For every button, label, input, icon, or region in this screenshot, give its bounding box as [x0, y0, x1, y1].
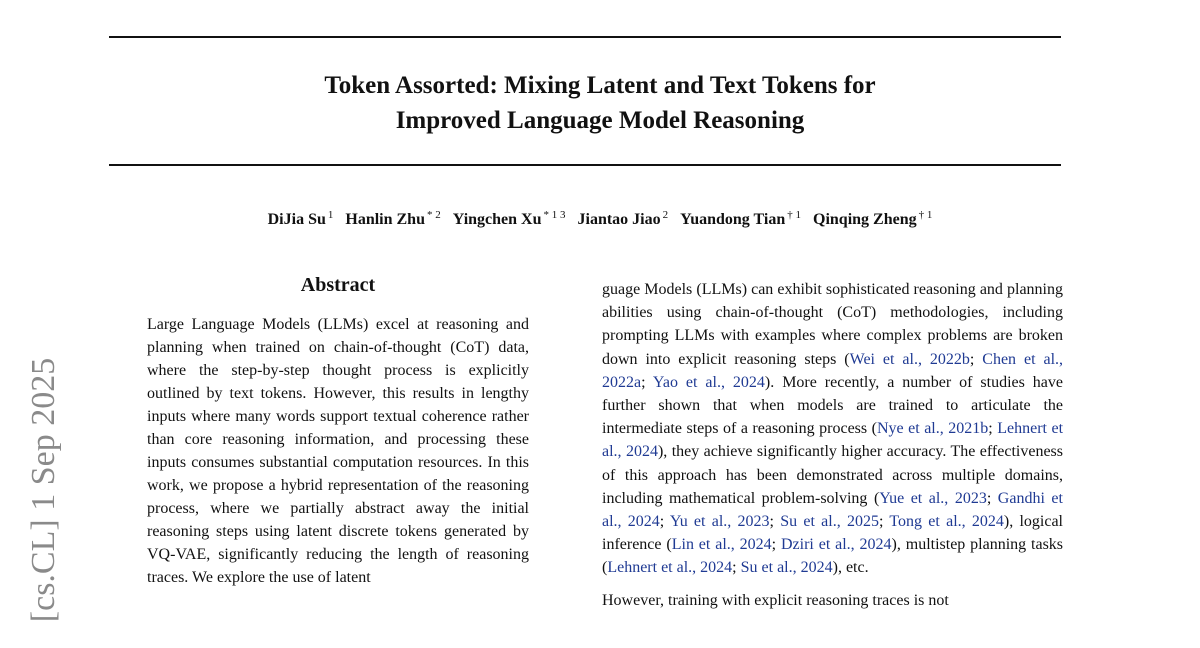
intro-text: ; [771, 536, 781, 554]
intro-text: ), multistep planning tasks ( [602, 536, 1064, 577]
top-rule [109, 36, 1061, 38]
author-name-text: Yingchen Xu [452, 211, 542, 228]
author-affiliation-marks: † 1 [787, 209, 801, 221]
intro-next-paragraph: However, training with explicit reasoning traces is not [602, 591, 949, 609]
intro-text: guage Models (LLMs) can exhibit sophisticated reasoning and planning abilities using chain-of-thought (CoT) methodologies, including prompting LLMs with examples where complex problems are broken down into explicit reasoning steps ( [602, 281, 1063, 368]
citation-link[interactable]: Dziri et al., 2024 [780, 536, 892, 554]
intro-text: ), etc. [832, 559, 869, 577]
author-affiliation-marks: † 1 [918, 209, 933, 221]
abstract-text: Large Language Models (LLMs) excel at reasoning and planning when trained on chain-of-thought (CoT) data, where the step-by-step thought process is explicitly outlined by text tokens. However, this results in lengthy inputs where many words support textual coherence rather than core reasoning information, and processing these inputs consumes substantial computation resources. In this work, we propose a hybrid representation of the reasoning process, where we partially abstract away the initial reasoning steps using latent discrete tokens generated by VQ-VAE, significantly reducing the length of reasoning traces. We explore the use of latent [147, 316, 529, 586]
author-name-text: Qinqing Zheng [813, 211, 917, 228]
citation-link[interactable]: Su et al., 2025 [780, 513, 879, 531]
author-name-text: DiJia Su [267, 211, 326, 228]
intro-text: ), they achieve significantly higher accuracy. The effectiveness of this approach has been demonstrated across multiple domains, including mathematical problem-solving ( [602, 443, 1064, 507]
citation-link[interactable]: Gandhi et al., 2024 [602, 489, 1063, 531]
author-affiliation-marks: 2 [662, 209, 669, 221]
intro-text: ; [732, 559, 741, 577]
paper-title [0, 68, 1200, 138]
author-affiliation-marks: 1 [327, 209, 334, 221]
author-name-text: Yuandong Tian [680, 211, 786, 228]
author-name [345, 209, 440, 229]
author-name [680, 209, 801, 229]
arxiv-stamp: [cs.CL] 1 Sep 2025 [25, 357, 62, 623]
citation-link[interactable]: Su et al., 2024 [740, 559, 833, 577]
citation-link[interactable]: Tong et al., 2024 [889, 513, 1004, 531]
intro-text: ; [986, 489, 998, 507]
citation-link[interactable]: Wei et al., 2022b [849, 350, 970, 368]
author-name [268, 209, 334, 229]
intro-text: ). More recently, a number of studies have further shown that when models are trained to articulate the intermediate steps of a reasoning process ( [602, 373, 1063, 438]
citation-link[interactable]: Yue et al., 2023 [879, 489, 987, 507]
introduction-column [602, 278, 1063, 612]
paper-title-line-2: Improved Language Model Reasoning [395, 107, 805, 134]
citation-link[interactable]: Nye et al., 2021b [876, 420, 989, 438]
bottom-rule [109, 164, 1061, 166]
intro-text: ; [659, 513, 670, 531]
intro-text: ; [878, 513, 890, 531]
abstract-heading: Abstract [300, 274, 376, 296]
author-name-text: Jiantao Jiao [577, 211, 661, 228]
citation-link[interactable]: Yu et al., 2023 [669, 513, 770, 531]
intro-text: ; [641, 373, 653, 391]
intro-text: ; [769, 513, 781, 531]
citation-link[interactable]: Chen et al., 2022a [602, 350, 1064, 391]
citation-link[interactable]: Lin et al., 2024 [671, 536, 772, 554]
intro-text: ; [969, 350, 983, 368]
citation-link[interactable]: Lehnert et al., 2024 [602, 420, 1064, 461]
author-name-text: Hanlin Zhu [345, 211, 425, 228]
author-list [0, 209, 1200, 229]
citation-link[interactable]: Lehnert et al., 2024 [607, 559, 733, 577]
paper-title-line-1: Token Assorted: Mixing Latent and Text Tokens for [324, 72, 876, 99]
author-name [813, 209, 932, 229]
citation-link[interactable]: Yao et al., 2024 [652, 373, 765, 391]
intro-paragraph [602, 278, 1063, 580]
author-affiliation-marks: * 2 [426, 209, 441, 221]
author-affiliation-marks: * 1 3 [543, 209, 566, 221]
intro-text: ; [988, 420, 998, 438]
author-name [453, 209, 566, 229]
intro-text: ), logical inference ( [602, 513, 1064, 554]
author-name [578, 209, 669, 229]
